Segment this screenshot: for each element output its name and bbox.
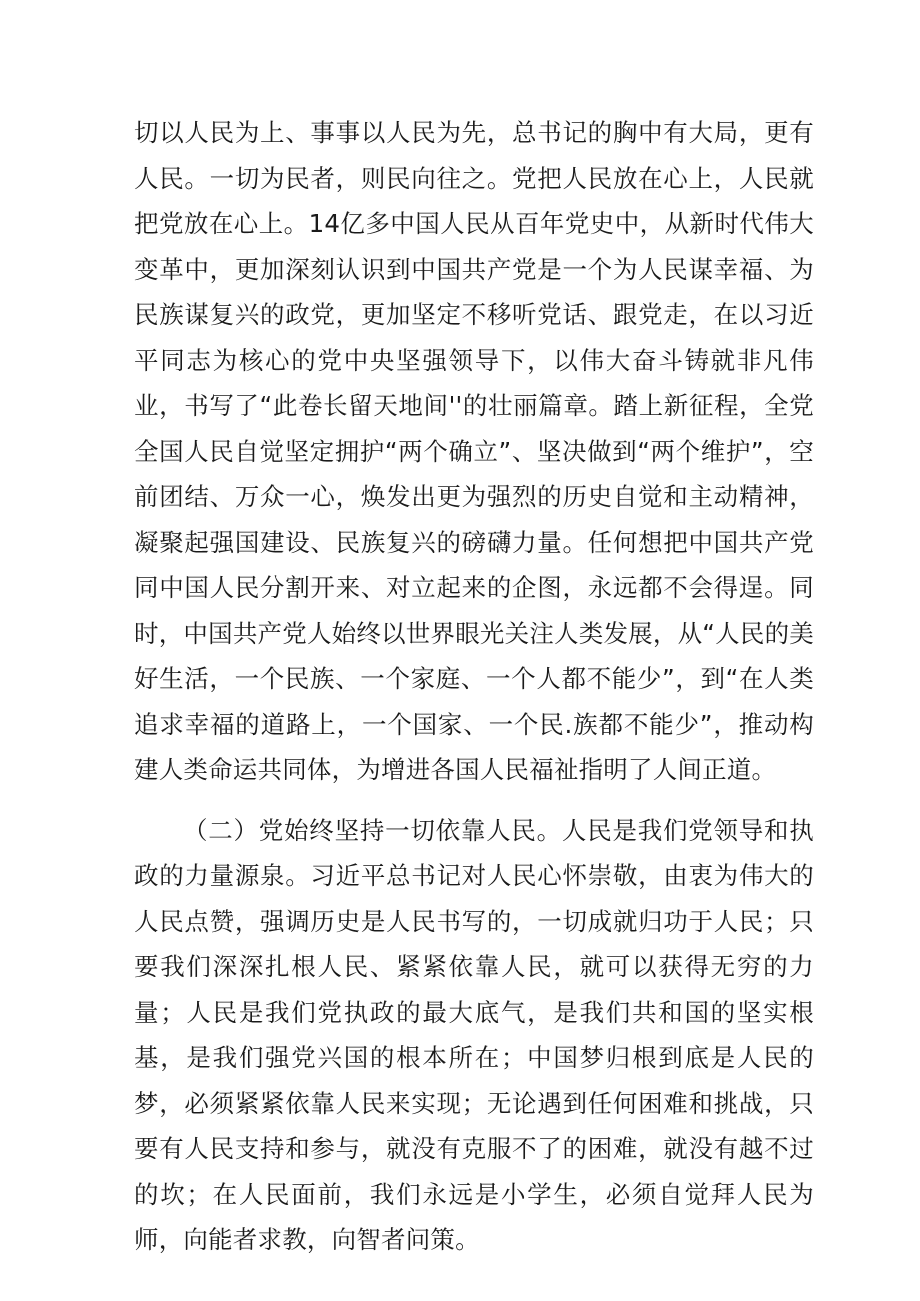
paragraph-1: 切以人民为上、事事以人民为先，总书记的胸中有大局，更有人民。一切为民者，则民向往之。党把人民放在心上，人民就把党放在心上。14亿多中国人民从百年党史中，从新时代伟大变革中，更加深刻认识到中国共产党是一个为人民谋幸福、为民族谋复兴的政党，更加坚定不移听党话、跟党走，在以习近平同志为核心的党中央坚强领导下，以伟大奋斗铸就非凡伟业，书写了“此卷长留天地间''的壮丽篇章。踏上新征程，全党全国人民自觉坚定拥护“两个确立”、坚决做到“两个维护”，空前团结、万众一心，焕发出更为强烈的历史自觉和主动精神，凝聚起强国建设、民族复兴的磅礴力量。任何想把中国共产党同中国人民分割开来、对立起来的企图，永远都不会得逞。同时，中国共产党人始终以世界眼光关注人类发展，从“人民的美好生活，一个民族、一个家庭、一个人都不能少”，到“在人类追求幸福的道路上，一个国家、一个民.族都不能少”，推动构建人类命运共同体，为增进各国人民福祉指明了人间正道。 (134, 118, 814, 784)
document-body (134, 110, 814, 1263)
paragraph-2: （二）党始终坚持一切依靠人民。人民是我们党领导和执政的力量源泉。习近平总书记对人民心怀崇敬，由衷为伟大的人民点赞，强调历史是人民书写的，一切成就归功于人民；只要我们深深扎根人民、紧紧依靠人民，就可以获得无穷的力量；人民是我们党执政的最大底气，是我们共和国的坚实根基，是我们强党兴国的根本所在；中国梦归根到底是人民的梦，必须紧紧依靠人民来实现；无论遇到任何困难和挑战，只要有人民支持和参与，就没有克服不了的困难，就没有越不过的坎；在人民面前，我们永远是小学生，必须自觉拜人民为师，向能者求教，向智者问策。 (134, 815, 814, 1254)
